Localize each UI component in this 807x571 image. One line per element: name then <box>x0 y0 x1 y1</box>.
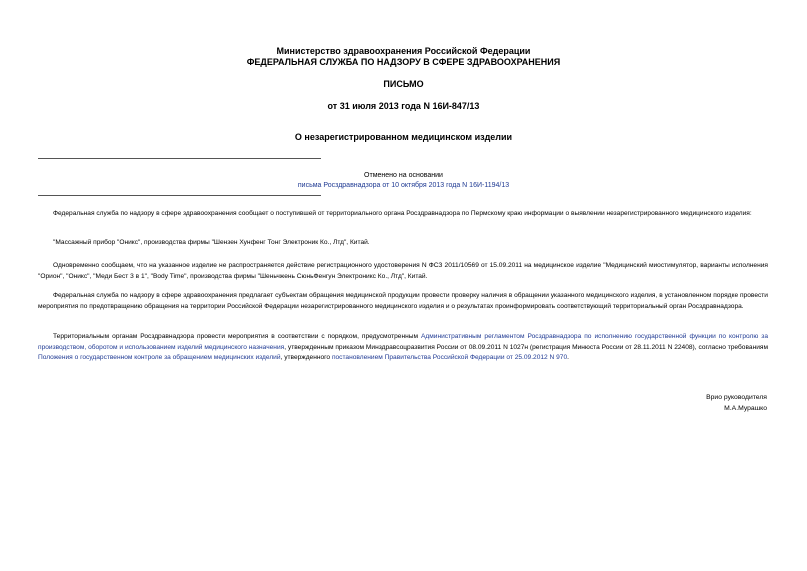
paragraph-5 <box>38 332 768 364</box>
document-date-number: от 31 июля 2013 года N 16И-847/13 <box>327 101 480 111</box>
paragraph-3: Одновременно сообщаем, что на указанное изделие не распространяется действие регистрационного удостоверения N ФСЗ 2011/10569 от 15.09.2011 на медицинское изделие "Медицинский миостимулятор, варианты исполнения "Орион", "Оникс", "Меди Бест 3 в 1", "Body Time", производства фирмы "Шеньчжень СюньФенгун Электроникс Ко., Лтд", Китай. <box>38 262 768 280</box>
cancel-note-text: Отменено на основании <box>364 172 443 179</box>
divider-top <box>38 158 321 159</box>
ministry-name: Министерство здравоохранения Российской Федерации <box>276 46 531 56</box>
paragraph-5-text-c: , утвержденного <box>280 354 332 361</box>
admin-regulation-link[interactable]: Административным регламентом Росздравнадзора по исполнению государственной функции по контролю за производством, оборотом и использованием изделий медицинского назначения <box>38 333 768 351</box>
service-name: ФЕДЕРАЛЬНАЯ СЛУЖБА ПО НАДЗОРУ В СФЕРЕ ЗДРАВООХРАНЕНИЯ <box>246 57 561 67</box>
document-type: ПИСЬМО <box>383 79 424 89</box>
cancel-note-link[interactable]: письма Росздравнадзора от 10 октября 2013 года N 16И-1194/13 <box>297 182 510 189</box>
paragraph-5-text-b: , утвержденным приказом Минздравсоцразвития России от 08.09.2011 N 1027н (регистрация Минюста России от 28.11.2011 N 22408), согласно требованиям <box>284 343 768 351</box>
signature-position: Врио руководителя <box>706 394 767 401</box>
signature-name: М.А.Мурашко <box>724 405 767 412</box>
paragraph-5-text-a: Территориальным органам Росздравнадзора провести мероприятия в соответствии с порядком, предусмотренным <box>53 333 421 340</box>
document-subject: О незарегистрированном медицинском изделии <box>294 132 513 142</box>
state-control-regulation-link[interactable]: Положения о государственном контроле за обращением медицинских изделий <box>38 354 281 361</box>
paragraph-4: Федеральная служба по надзору в сфере здравоохранения предлагает субъектам обращения медицинской продукции провести проверку наличия в обращении указанного медицинского изделия, в установленном порядке провести мероприятия по предотвращению обращения на территории Российской Федерации незарегистрированного медицинского изделия и о результатах проинформировать соответствующий территориальный орган Росздравнадзора. <box>38 292 768 310</box>
government-decree-link[interactable]: постановлением Правительства Российской Федерации от 25.09.2012 N 970 <box>331 354 568 361</box>
paragraph-2: "Массажный прибор "Оникс", производства фирмы "Шензен Хунфенг Тонг Электроник Ко., Лтд", Китай. <box>53 239 370 246</box>
divider-bottom <box>38 195 321 196</box>
paragraph-1: Федеральная служба по надзору в сфере здравоохранения сообщает о поступившей от территориального органа Росздравнадзора по Пермскому краю информации о выявлении незарегистрированного медицинского изделия: <box>53 210 752 217</box>
paragraph-5-text-d: . <box>567 354 569 361</box>
